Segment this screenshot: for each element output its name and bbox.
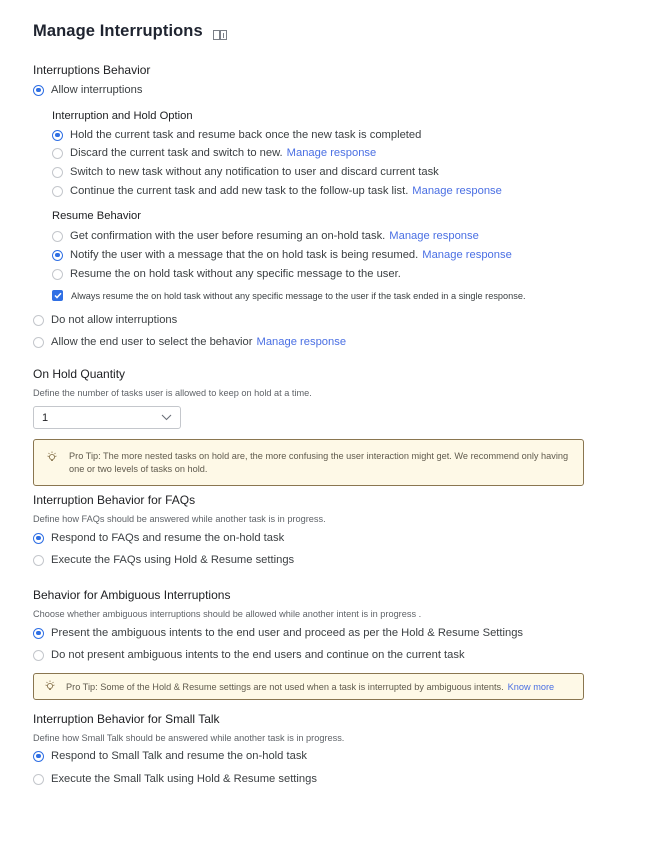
radio-icon-selected[interactable] [33, 628, 44, 639]
radio-allow-interruptions[interactable] [33, 84, 142, 96]
title-row [33, 22, 227, 41]
option-label: Allow interruptions [51, 84, 143, 96]
page-title: Manage Interruptions [33, 22, 203, 40]
radio-do-not-allow-interruptions[interactable] [33, 314, 177, 326]
on-hold-quantity-label: On Hold Quantity [33, 367, 126, 381]
manage-response-link[interactable]: Manage response [389, 230, 479, 242]
radio-resume-without-message[interactable] [52, 268, 401, 280]
radio-respond-small-talk[interactable] [33, 750, 307, 762]
faqs-label: Interruption Behavior for FAQs [33, 493, 196, 507]
option-label: Continue the current task and add new task to the follow-up task list. [70, 185, 409, 197]
small-talk-description: Define how Small Talk should be answered while another task is in progress. [33, 733, 345, 743]
radio-end-user-select[interactable] [33, 336, 346, 348]
on-hold-quantity-select[interactable] [33, 406, 181, 429]
tip-text: Pro Tip: The more nested tasks on hold are, the more confusing the user interaction might get. We recommend only having one or two levels of tasks on hold. [69, 451, 569, 474]
pro-tip-ambiguous [33, 673, 584, 700]
option-label: Hold the current task and resume back once the new task is completed [70, 129, 422, 141]
radio-execute-small-talk[interactable] [33, 773, 317, 785]
hold-option-label: Interruption and Hold Option [52, 110, 193, 122]
radio-get-confirmation[interactable] [52, 230, 479, 242]
option-label: Discard the current task and switch to new. [70, 147, 283, 159]
option-label: Respond to Small Talk and resume the on-hold task [51, 750, 308, 762]
radio-icon[interactable] [33, 650, 44, 661]
option-label: Present the ambiguous intents to the end user and proceed as per the Hold & Resume Settings [51, 627, 524, 639]
option-label: Allow the end user to select the behavior [51, 336, 253, 348]
radio-continue-add-followup[interactable] [52, 185, 502, 197]
manage-response-link[interactable]: Manage response [422, 249, 512, 261]
checkbox-checked-icon[interactable] [52, 290, 63, 301]
option-label: Resume the on hold task without any specific message to the user. [70, 268, 401, 280]
checkbox-label: Always resume the on hold task without any specific message to the user if the task ended in a single response. [71, 290, 526, 301]
resume-behavior-label: Resume Behavior [52, 210, 141, 222]
ambiguous-label: Behavior for Ambiguous Interruptions [33, 588, 231, 602]
manage-response-link[interactable]: Manage response [412, 185, 502, 197]
option-label: Execute the Small Talk using Hold & Resume settings [51, 773, 317, 785]
radio-icon[interactable] [52, 148, 63, 159]
option-label: Do not present ambiguous intents to the end users and continue on the current task [51, 649, 465, 661]
radio-notify-user[interactable] [52, 249, 512, 261]
radio-icon[interactable] [52, 269, 63, 280]
radio-do-not-present-ambiguous[interactable] [33, 649, 465, 661]
on-hold-quantity-description: Define the number of tasks user is allowed to keep on hold at a time. [33, 388, 312, 398]
radio-icon[interactable] [33, 555, 44, 566]
lightbulb-icon [46, 450, 60, 485]
radio-icon-selected[interactable] [52, 130, 63, 141]
radio-icon-selected[interactable] [33, 751, 44, 762]
radio-icon[interactable] [52, 231, 63, 242]
book-icon[interactable] [213, 27, 227, 37]
option-label: Execute the FAQs using Hold & Resume settings [51, 554, 295, 566]
chevron-down-icon [161, 412, 172, 424]
radio-hold-current-task[interactable] [52, 129, 421, 141]
radio-icon[interactable] [33, 774, 44, 785]
option-label: Do not allow interruptions [51, 314, 178, 326]
small-talk-label: Interruption Behavior for Small Talk [33, 712, 220, 726]
faqs-description: Define how FAQs should be answered while another task is in progress. [33, 514, 326, 524]
manage-response-link[interactable]: Manage response [256, 336, 347, 348]
radio-icon[interactable] [52, 186, 63, 197]
option-label: Respond to FAQs and resume the on-hold task [51, 532, 285, 544]
select-value: 1 [42, 411, 49, 424]
pro-tip-on-hold [33, 439, 584, 486]
manage-response-link[interactable]: Manage response [286, 147, 377, 159]
know-more-link[interactable]: Know more [507, 681, 555, 692]
radio-present-ambiguous[interactable] [33, 627, 523, 639]
option-label: Get confirmation with the user before resuming an on-hold task. [70, 230, 386, 242]
interruptions-behavior-label: Interruptions Behavior [33, 63, 151, 77]
radio-icon[interactable] [52, 167, 63, 178]
option-label: Switch to new task without any notification to user and discard current task [70, 166, 439, 178]
radio-execute-faqs[interactable] [33, 554, 294, 566]
lightbulb-icon [44, 679, 58, 695]
radio-icon-selected[interactable] [33, 85, 44, 96]
radio-switch-without-notification[interactable] [52, 166, 439, 178]
checkbox-always-resume[interactable] [52, 290, 526, 301]
radio-respond-faqs[interactable] [33, 532, 284, 544]
ambiguous-description: Choose whether ambiguous interruptions should be allowed while another intent is in progress . [33, 609, 422, 619]
option-label: Notify the user with a message that the on hold task is being resumed. [70, 249, 419, 261]
radio-icon[interactable] [33, 315, 44, 326]
tip-text: Pro Tip: Some of the Hold & Resume settings are not used when a task is interrupted by ambiguous intents. [66, 681, 504, 692]
radio-icon-selected[interactable] [52, 250, 63, 261]
radio-icon-selected[interactable] [33, 533, 44, 544]
radio-discard-current-task[interactable] [52, 147, 376, 159]
radio-icon[interactable] [33, 337, 44, 348]
